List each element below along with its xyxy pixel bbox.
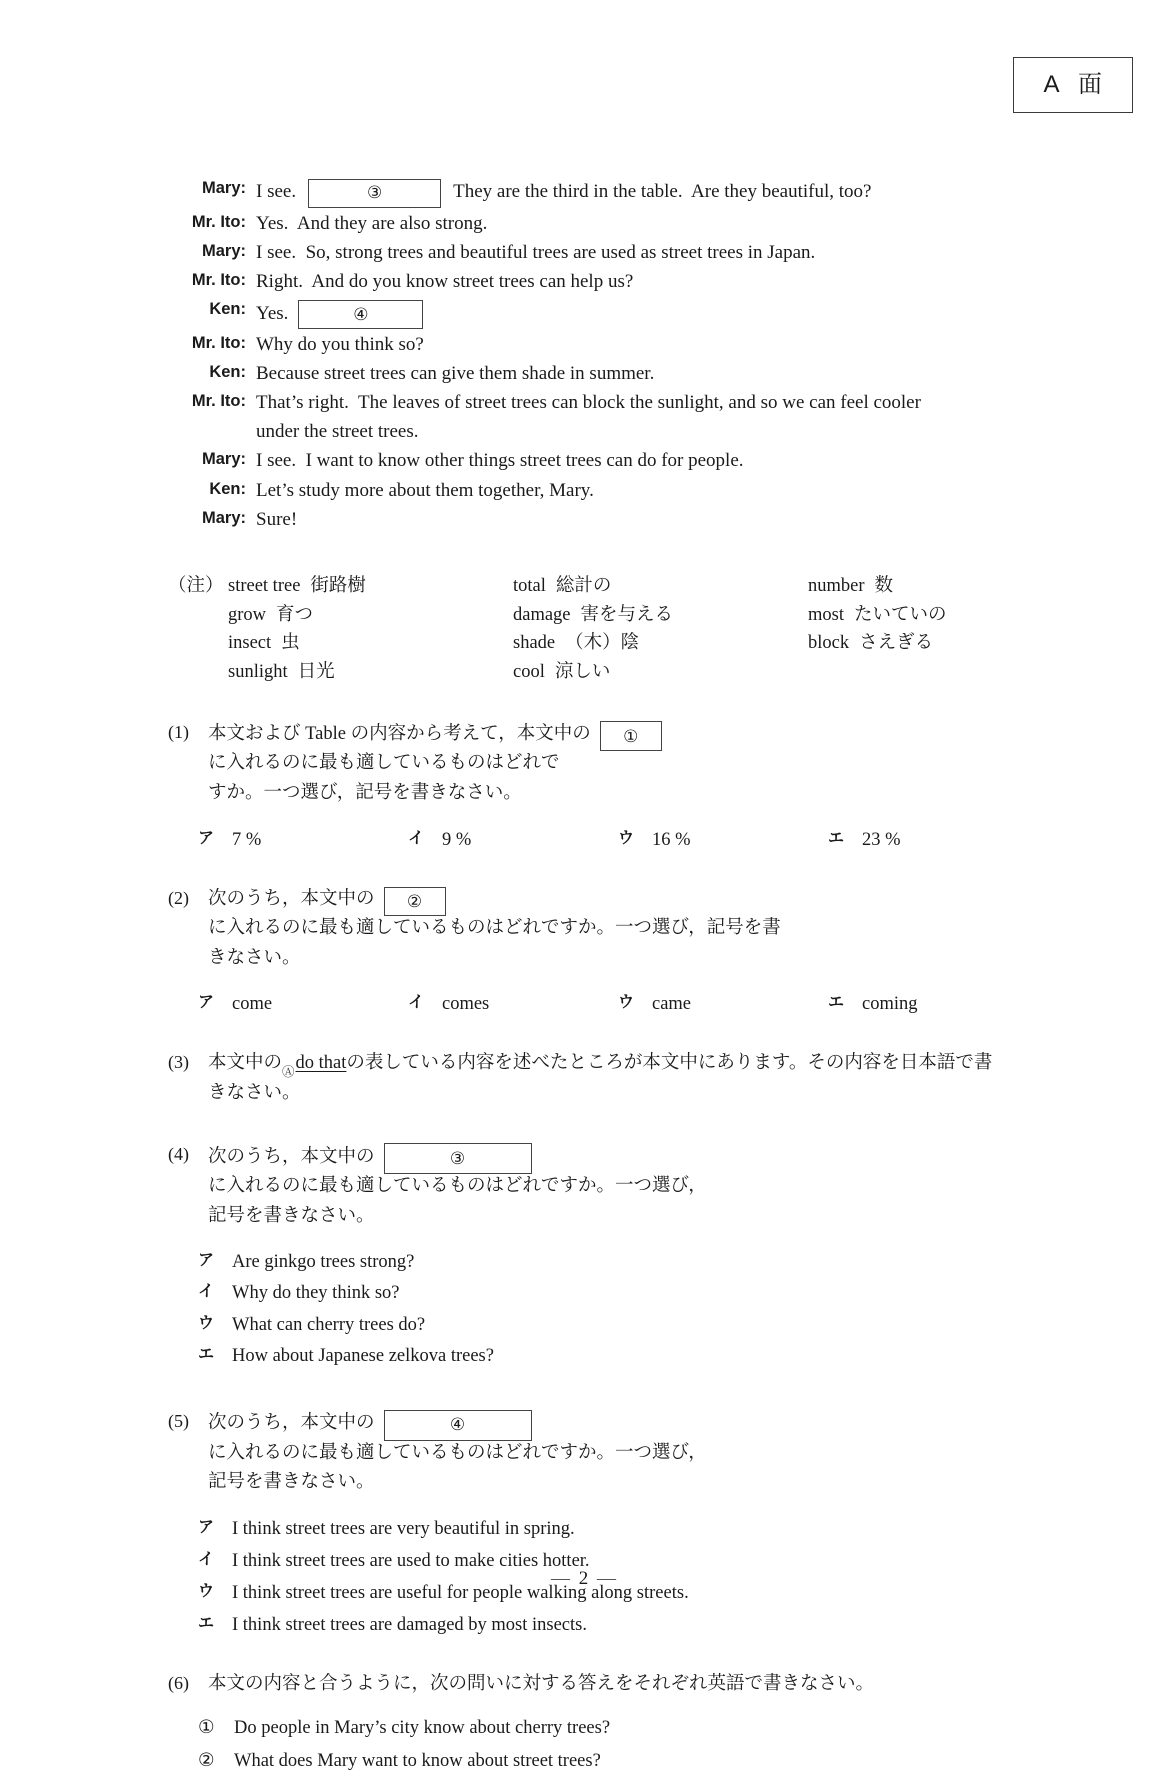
dialogue-line: [168, 178, 1008, 207]
dialogue-text: [256, 449, 1008, 474]
choice-marker: エ: [828, 829, 845, 847]
dialogue-text-pre: Sure!: [256, 508, 298, 530]
dialogue-text: [256, 508, 1008, 533]
choice-marker: ウ: [618, 829, 635, 847]
glossary-item: [513, 658, 808, 686]
glossary-term: street tree: [228, 576, 301, 597]
glossary-item: [808, 601, 1048, 629]
choice-marker: ウ: [198, 1583, 215, 1601]
speaker-name: Mary:: [201, 450, 246, 469]
glossary-item: [808, 629, 1048, 657]
glossary-term: most: [808, 604, 844, 625]
page-footer: [0, 1568, 1169, 1590]
choice-marker: ウ: [198, 1314, 215, 1332]
speaker-name: Mary:: [201, 508, 246, 527]
speaker-name: Mary:: [201, 241, 246, 260]
question-1: [168, 720, 1008, 852]
choice-text: How about Japanese zelkova trees?: [232, 1345, 494, 1366]
question-5: [168, 1409, 1008, 1638]
choice-marker: エ: [198, 1345, 215, 1363]
glossary-column-3: [808, 572, 1048, 686]
sub-question-list: [168, 1715, 1008, 1775]
choice-option[interactable]: [378, 828, 588, 852]
question-number: (6): [168, 1673, 189, 1694]
glossary-definition: 日光: [297, 661, 335, 682]
dialogue-line: [168, 241, 1008, 266]
choice-text: comes: [442, 994, 490, 1015]
question-text-a: 次のうち，本文中の: [208, 1413, 375, 1434]
glossary-term: grow: [228, 604, 267, 625]
glossary-term: sunlight: [228, 661, 288, 682]
dialogue-text-continuation: under the street trees.: [256, 421, 419, 443]
circled-a-marker: Ⓐ: [282, 1065, 295, 1080]
choice-option[interactable]: [168, 828, 378, 852]
answer-blank-4[interactable]: ④: [298, 300, 423, 329]
glossary-definition: 数: [874, 576, 894, 597]
choice-option[interactable]: [168, 1517, 1008, 1541]
choice-marker: エ: [198, 1615, 215, 1633]
choice-list: [168, 828, 1008, 852]
glossary-label: （注）: [168, 576, 224, 597]
question-text-b: に入れるのに最も適しているものはどれですか。一つ選び，: [208, 1175, 707, 1196]
choice-marker: イ: [408, 829, 425, 847]
page-marker-letter: A: [1043, 71, 1060, 98]
speaker-name: Ken:: [209, 300, 246, 319]
glossary-definition: たいていの: [853, 604, 947, 625]
question-text-line2: 記号を書きなさい。: [208, 1472, 375, 1493]
choice-marker: エ: [828, 994, 845, 1012]
sub-question-number: ②: [198, 1751, 215, 1772]
choice-marker: ア: [198, 829, 215, 847]
choice-text: came: [652, 994, 692, 1015]
choice-text: 23 %: [862, 829, 901, 850]
choice-option[interactable]: [168, 1613, 1008, 1637]
glossary-item: [228, 629, 513, 657]
choice-option[interactable]: [168, 1281, 618, 1305]
sub-question: [168, 1715, 1008, 1741]
choice-text: 16 %: [652, 829, 691, 850]
question-3: [168, 1050, 1008, 1108]
choice-marker: ア: [198, 1519, 215, 1537]
answer-blank-3[interactable]: ③: [384, 1143, 532, 1174]
answer-blank-2[interactable]: ②: [384, 887, 446, 916]
dialogue-line: [168, 391, 1008, 416]
glossary-definition: さえぎる: [859, 633, 934, 654]
choice-option[interactable]: [378, 992, 588, 1016]
question-number: (1): [168, 722, 189, 743]
footer-dash-left: —: [551, 1568, 572, 1589]
dialogue-line: [168, 212, 1008, 237]
glossary-item: [228, 658, 513, 686]
choice-text: I think street trees are damaged by most insects.: [232, 1615, 587, 1636]
dialogue-text-pre: That’s right. The leaves of street trees can block the sunlight, and so we can feel cooler: [256, 391, 921, 413]
answer-blank-1[interactable]: ①: [600, 721, 662, 751]
choice-marker: ア: [198, 994, 215, 1012]
choice-marker: イ: [198, 1551, 215, 1569]
dialogue-text-pre: I see.: [256, 181, 297, 203]
dialogue-text: [256, 270, 1008, 295]
question-text-line2: きなさい。: [208, 1083, 301, 1104]
choice-text: come: [232, 994, 273, 1015]
glossary-section: [168, 572, 1008, 686]
question-number: (2): [168, 887, 189, 908]
choice-option[interactable]: [168, 1250, 618, 1274]
dialogue-section: [168, 178, 1008, 532]
choice-option[interactable]: [588, 828, 798, 852]
dialogue-line: [168, 333, 1008, 358]
footer-dash-right: —: [597, 1568, 618, 1589]
glossary-definition: 育つ: [276, 604, 314, 625]
glossary-definition: 涼しい: [554, 661, 611, 682]
dialogue-text: [256, 299, 1008, 328]
sub-question: [168, 1748, 1008, 1774]
choice-marker: ウ: [618, 994, 635, 1012]
choice-text: What can cherry trees do?: [232, 1314, 426, 1335]
glossary-columns: [228, 572, 1048, 686]
glossary-definition: 害を与える: [580, 604, 674, 625]
glossary-term: damage: [513, 604, 571, 625]
speaker-name: Ken:: [209, 362, 246, 381]
dialogue-text: [256, 362, 1008, 387]
dialogue-text-pre: Right. And do you know street trees can help us?: [256, 270, 634, 292]
dialogue-text: [256, 333, 1008, 358]
dialogue-line: [168, 479, 1008, 504]
dialogue-line: [168, 449, 1008, 474]
glossary-definition: 総計の: [555, 576, 612, 597]
dialogue-line: [168, 508, 1008, 533]
dialogue-text-pre: I see. So, strong trees and beautiful trees are used as street trees in Japan.: [256, 241, 816, 263]
glossary-term: insect: [228, 633, 272, 654]
glossary-item: [513, 601, 808, 629]
speaker-name: Mr. Ito:: [191, 270, 246, 289]
glossary-term: cool: [513, 661, 545, 682]
dialogue-text: [256, 479, 1008, 504]
sub-question-text: Do people in Mary’s city know about cherry trees?: [234, 1718, 611, 1739]
dialogue-text: [256, 178, 1008, 207]
question-text-line2: きなさい。: [208, 947, 301, 968]
question-text-b: の表している内容を述べたところが本文中にあります。その内容を日本語で書: [346, 1053, 993, 1074]
choice-text: I think street trees are useful for people walking along streets.: [232, 1583, 689, 1604]
glossary-definition: 虫: [281, 633, 300, 654]
question-text-b: に入れるのに最も適しているものはどれですか。一つ選び，: [208, 1442, 707, 1463]
dialogue-text: [256, 212, 1008, 237]
speaker-name: Mr. Ito:: [191, 391, 246, 410]
glossary-column-1: [228, 572, 513, 686]
question-6: [168, 1671, 1008, 1774]
dialogue-text-post: They are the third in the table. Are they beautiful, too?: [453, 181, 872, 203]
question-number: (4): [168, 1143, 189, 1164]
choice-option[interactable]: [588, 992, 798, 1016]
choice-option[interactable]: [798, 828, 1008, 852]
speaker-name: Mr. Ito:: [191, 333, 246, 352]
question-number: (5): [168, 1410, 189, 1431]
choice-list: [168, 1250, 1008, 1374]
dialogue-text-pre: Because street trees can give them shade in summer.: [256, 362, 655, 384]
sub-question-text: What does Mary want to know about street trees?: [234, 1751, 601, 1772]
choice-list: [168, 992, 1008, 1016]
dialogue-text: [256, 241, 1008, 266]
glossary-item: [513, 629, 808, 657]
choice-text: 9 %: [442, 829, 472, 850]
choice-text: I think street trees are used to make cities hotter.: [232, 1551, 590, 1572]
question-text-a: 本文および Table の内容から考えて，本文中の: [208, 724, 591, 745]
choice-option[interactable]: [168, 1313, 618, 1337]
choice-text: coming: [862, 994, 918, 1015]
choice-text: Why do they think so?: [232, 1283, 400, 1304]
speaker-name: Mr. Ito:: [191, 212, 246, 231]
glossary-item: [808, 572, 1048, 600]
glossary-term: number: [808, 576, 865, 597]
dialogue-text-pre: Yes. And they are also strong.: [256, 212, 488, 234]
choice-text: 7 %: [232, 829, 262, 850]
dialogue-text-pre: I see. I want to know other things street trees can do for people.: [256, 450, 744, 472]
glossary-item: [228, 601, 513, 629]
choice-text: Are ginkgo trees strong?: [232, 1252, 415, 1273]
dialogue-text: [256, 391, 1008, 416]
sub-question-number: ①: [198, 1718, 215, 1739]
question-text-a: 次のうち，本文中の: [208, 1146, 375, 1167]
page-content: [168, 178, 1008, 1782]
dialogue-text-pre: Why do you think so?: [256, 333, 424, 355]
question-text-b: に入れるのに最も適しているものはどれですか。一つ選び，記号を書: [208, 917, 781, 938]
dialogue-line: [168, 270, 1008, 295]
question-2: [168, 886, 1008, 1017]
dialogue-line: [168, 299, 1008, 328]
glossary-term: block: [808, 633, 850, 654]
question-4: [168, 1142, 1008, 1375]
question-text-a: 本文中の: [208, 1053, 283, 1074]
page-marker-label: 面: [1078, 71, 1103, 98]
choice-option[interactable]: [798, 992, 1008, 1016]
page-marker-box: [1013, 57, 1133, 113]
question-text-a: 本文の内容と合うように，次の問いに対する答えをそれぞれ英語で書きなさい。: [208, 1674, 875, 1695]
answer-blank-4[interactable]: ④: [384, 1410, 532, 1441]
question-text-line2: すか。一つ選び，記号を書きなさい。: [208, 783, 522, 804]
glossary-definition: （木）陰: [565, 633, 640, 654]
question-text-line2: 記号を書きなさい。: [208, 1205, 375, 1226]
page-number: 2: [578, 1568, 591, 1589]
choice-marker: ア: [198, 1252, 215, 1270]
question-text-b: に入れるのに最も適しているものはどれで: [208, 753, 560, 774]
glossary-term: shade: [513, 633, 556, 654]
dialogue-text-pre: Yes.: [256, 302, 289, 324]
dialogue-line: [168, 362, 1008, 387]
question-text-a: 次のうち，本文中の: [208, 889, 375, 910]
choice-option[interactable]: [168, 992, 378, 1016]
question-number: (3): [168, 1052, 189, 1073]
glossary-item: [228, 572, 513, 600]
speaker-name: Mary:: [201, 179, 246, 197]
choice-text: I think street trees are very beautiful in spring.: [232, 1519, 575, 1540]
choice-marker: イ: [408, 994, 425, 1012]
underlined-phrase: do that: [295, 1053, 347, 1074]
glossary-definition: 街路樹: [310, 576, 366, 597]
glossary-item: [513, 572, 808, 600]
speaker-name: Ken:: [209, 479, 246, 498]
choice-marker: イ: [198, 1283, 215, 1301]
reference-phrase: [282, 1050, 346, 1078]
answer-blank-3[interactable]: ③: [308, 179, 441, 208]
glossary-column-2: [513, 572, 808, 686]
dialogue-text-pre: Let’s study more about them together, Mary.: [256, 479, 594, 501]
choice-option[interactable]: [168, 1344, 618, 1368]
glossary-term: total: [513, 576, 546, 597]
